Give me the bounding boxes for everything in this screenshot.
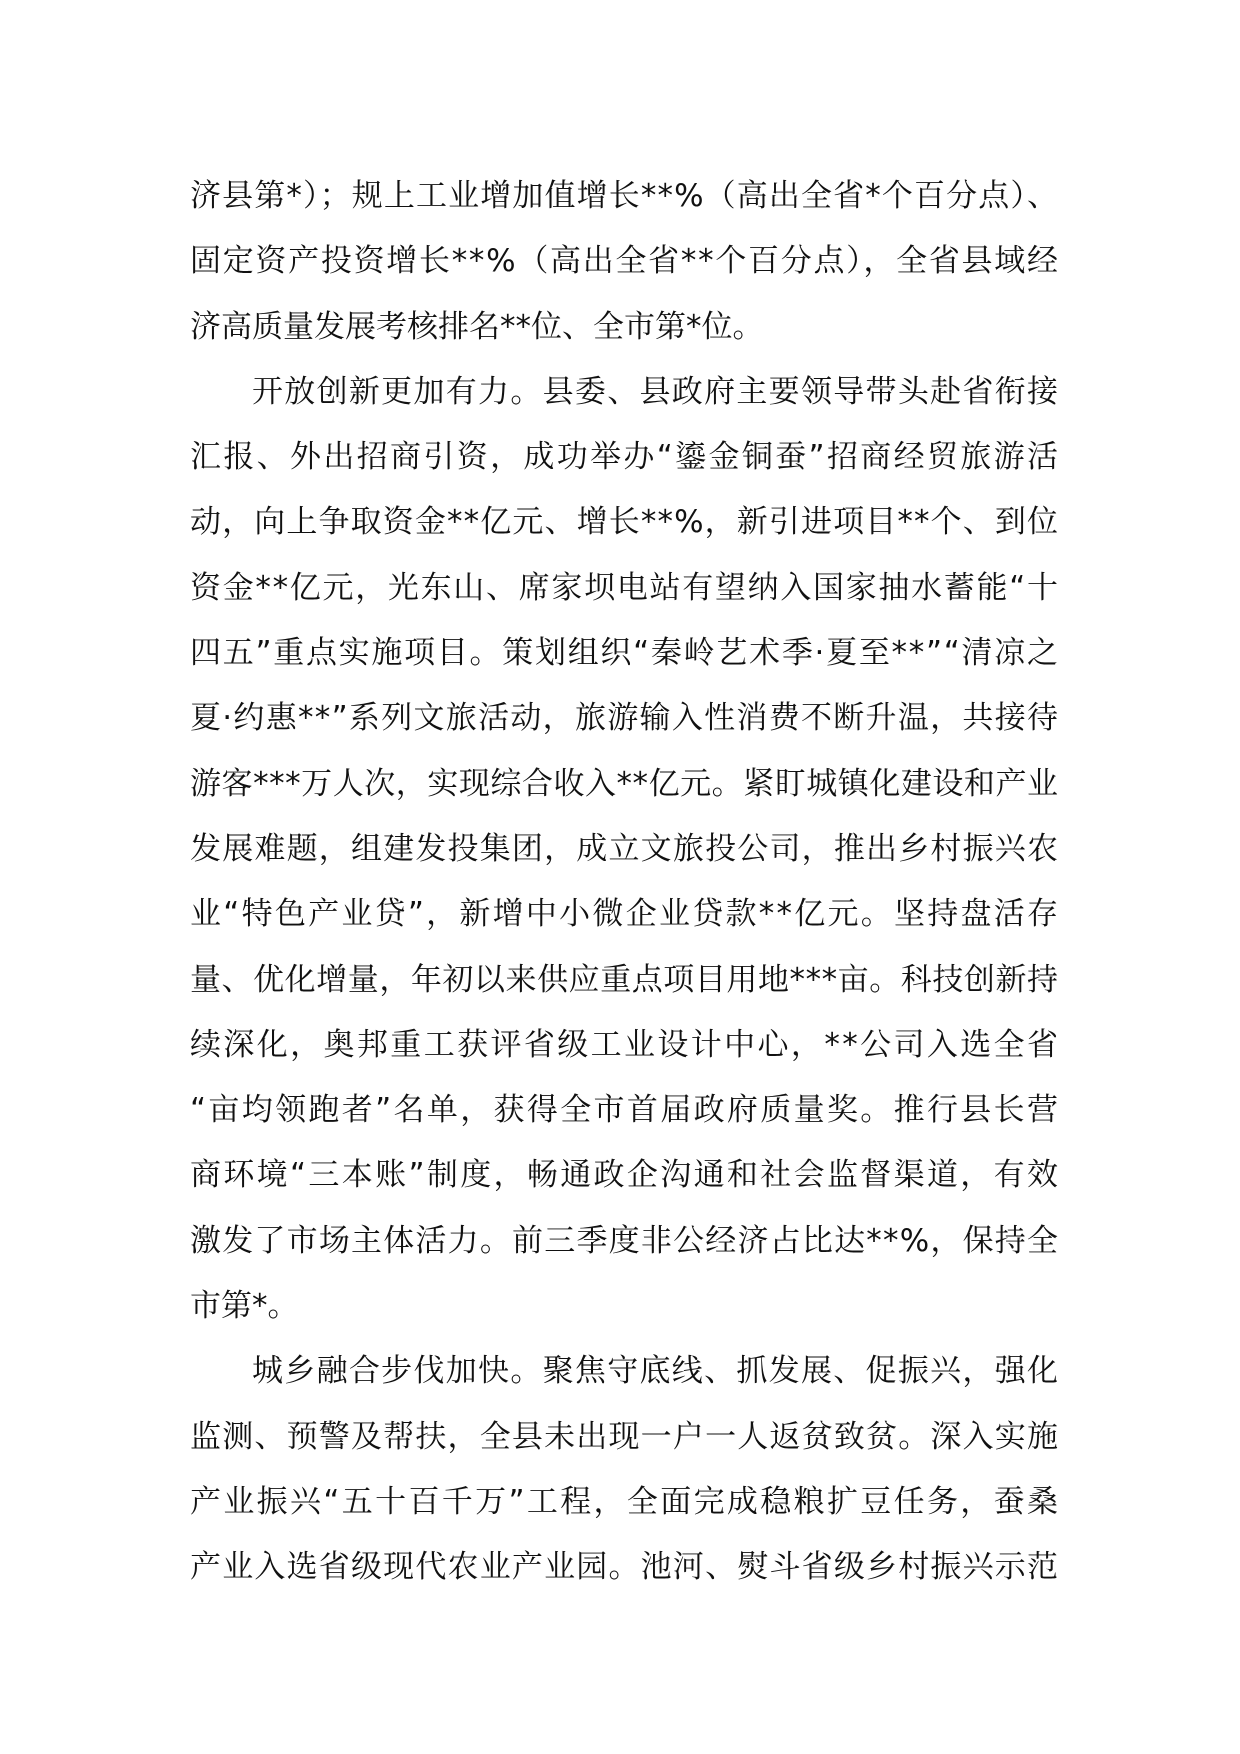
text-line-8-content: 四五”重点实施项目。策划组织“秦岭艺术季·夏至**”“清凉之 [190, 635, 1060, 672]
text-line-14 [190, 1013, 1061, 1078]
text-line-3 [190, 295, 1058, 360]
text-line-1-content: 济县第*）；规上工业增加值增长**%（高出全省*个百分点）、 [190, 178, 1060, 214]
text-line-21-content: 产业振兴“五十百千万”工程，全面完成稳粮扩豆任务，蚕桑 [190, 1483, 1061, 1520]
text-line-18-content: 市第*。 [190, 1288, 299, 1325]
text-line-22-content: 产业入选省级现代农业产业园。池河、熨斗省级乡村振兴示范 [190, 1549, 1060, 1586]
text-line-5-content: 汇报、外出招商引资，成功举办“鎏金铜蚕”招商经贸旅游活 [190, 439, 1061, 476]
text-line-21 [190, 1470, 1061, 1535]
text-line-13 [190, 948, 1058, 1013]
text-line-17-content: 激发了市场主体活力。前三季度非公经济占比达**%，保持全 [190, 1222, 1060, 1259]
text-line-12-content: 业“特色产业贷”，新增中小微企业贷款**亿元。坚持盘活存 [190, 896, 1061, 933]
text-line-10 [190, 752, 1058, 817]
text-line-6 [190, 490, 1058, 555]
text-line-16-content: 商环境“三本账”制度，畅通政企沟通和社会监督渠道，有效 [190, 1157, 1061, 1194]
text-line-7-content: 资金**亿元，光东山、席家坝电站有望纳入国家抽水蓄能“十 [190, 569, 1060, 606]
text-line-3-content: 济高质量发展考核排名**位、全市第*位。 [190, 308, 764, 345]
text-line-19-content: 城乡融合步伐加快。聚焦守底线、抓发展、促振兴，强化 [252, 1353, 1060, 1390]
text-line-2-content: 固定资产投资增长**%（高出全省**个百分点），全省县域经 [190, 243, 1060, 280]
text-line-22 [190, 1535, 1058, 1600]
text-line-4 [190, 360, 1058, 425]
text-line-16 [190, 1143, 1061, 1208]
text-line-18 [190, 1274, 1058, 1339]
text-line-17 [190, 1209, 1058, 1274]
text-line-5 [190, 425, 1061, 490]
text-line-14-content: 续深化，奥邦重工获评省级工业设计中心，**公司入选全省 [190, 1026, 1061, 1063]
text-line-1 [190, 164, 1058, 229]
text-line-7 [190, 556, 1058, 621]
text-line-15 [190, 1078, 1061, 1143]
text-line-11 [190, 817, 1058, 882]
text-line-8 [190, 621, 1058, 686]
text-line-6-content: 动，向上争取资金**亿元、增长**%，新引进项目**个、到位 [190, 504, 1060, 541]
text-line-20 [190, 1405, 1058, 1470]
text-line-11-content: 发展难题，组建发投集团，成立文旅投公司，推出乡村振兴农 [190, 830, 1060, 867]
text-line-15-content: “亩均领跑者”名单，获得全市首届政府质量奖。推行县长营 [190, 1092, 1061, 1129]
document-body [190, 164, 1061, 1601]
text-line-2 [190, 229, 1058, 294]
text-line-12 [190, 882, 1061, 947]
text-line-4-content: 开放创新更加有力。县委、县政府主要领导带头赴省衔接 [252, 373, 1060, 410]
text-line-10-content: 游客***万人次，实现综合收入**亿元。紧盯城镇化建设和产业 [190, 765, 1059, 802]
text-line-9 [190, 686, 1058, 751]
text-line-20-content: 监测、预警及帮扶，全县未出现一户一人返贫致贫。深入实施 [190, 1418, 1060, 1455]
text-line-9-content: 夏·约惠**”系列文旅活动，旅游输入性消费不断升温，共接待 [190, 700, 1060, 737]
text-line-13-content: 量、优化增量，年初以来供应重点项目用地***亩。科技创新持 [190, 961, 1059, 998]
text-line-19 [190, 1339, 1058, 1404]
